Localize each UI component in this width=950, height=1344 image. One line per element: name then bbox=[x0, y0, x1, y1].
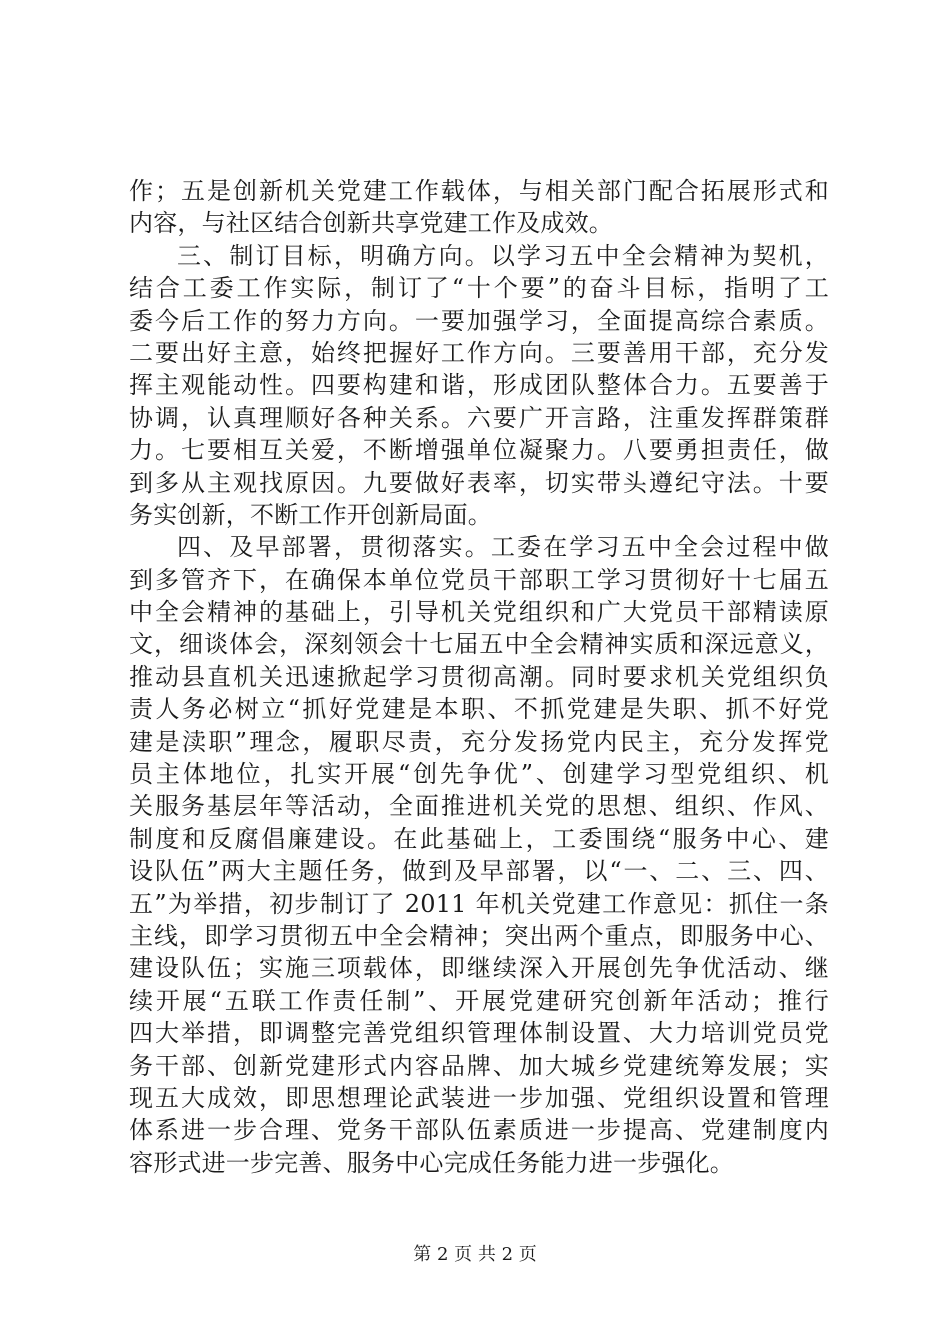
text-line: 建是渎职”理念，履职尽责，充分发扬党内民主，充分发挥党 bbox=[129, 727, 829, 756]
text-line: 文，细谈体会，深刻领会十七届五中全会精神实质和深远意义， bbox=[129, 630, 829, 659]
text-line: 四大举措，即调整完善党组织管理体制设置、大力培训党员党 bbox=[129, 1019, 829, 1048]
text-line: 到多管齐下，在确保本单位党员干部职工学习贯彻好十七届五 bbox=[129, 565, 829, 594]
text-line: 责人务必树立“抓好党建是本职、不抓党建是失职、抓不好党 bbox=[129, 695, 829, 724]
text-line: 务干部、创新党建形式内容品牌、加大城乡党建统筹发展；实 bbox=[129, 1051, 829, 1080]
page-footer bbox=[0, 1243, 950, 1267]
text-line: 建设队伍；实施三项载体，即继续深入开展创先争优活动、继 bbox=[129, 954, 829, 983]
text-line: 制度和反腐倡廉建设。在此基础上，工委围绕“服务中心、建 bbox=[129, 824, 829, 853]
text-line: 容形式进一步完善、服务中心完成任务能力进一步强化。 bbox=[129, 1148, 734, 1177]
text-line: 二要出好主意，始终把握好工作方向。三要善用干部，充分发 bbox=[129, 338, 829, 367]
text-line: 关服务基层年等活动，全面推进机关党的思想、组织、作风、 bbox=[129, 792, 829, 821]
section-three-heading-line: 三、制订目标，明确方向。以学习五中全会精神为契机， bbox=[177, 241, 829, 270]
text-line: 体系进一步合理、党务干部队伍素质进一步提高、党建制度内 bbox=[129, 1116, 829, 1145]
text-line: 作；五是创新机关党建工作载体，与相关部门配合拓展形式和 bbox=[129, 177, 829, 205]
text-line: 设队伍”两大主题任务，做到及早部署，以“一、二、三、四、 bbox=[129, 857, 829, 886]
text-line: 续开展“五联工作责任制”、开展党建研究创新年活动；推行 bbox=[129, 986, 829, 1015]
text-line: 现五大成效，即思想理论武装进一步加强、党组织设置和管理 bbox=[129, 1083, 829, 1112]
text-line: 员主体地位，扎实开展“创先争优”、创建学习型党组织、机 bbox=[129, 760, 829, 789]
text-line: 协调，认真理顺好各种关系。六要广开言路，注重发挥群策群 bbox=[129, 403, 829, 432]
text-line: 主线，即学习贯彻五中全会精神；突出两个重点，即服务中心、 bbox=[129, 921, 829, 950]
text-line: 推动县直机关迅速掀起学习贯彻高潮。同时要求机关党组织负 bbox=[129, 662, 829, 691]
text-line: 委今后工作的努力方向。一要加强学习，全面提高综合素质。 bbox=[129, 306, 829, 335]
body-text bbox=[129, 175, 829, 1179]
page-number-label: 第 2 页 共 2 页 bbox=[413, 1244, 537, 1265]
text-line: 到多从主观找原因。九要做好表率，切实带头遵纪守法。十要 bbox=[129, 468, 829, 497]
text-line: 中全会精神的基础上，引导机关党组织和广大党员干部精读原 bbox=[129, 598, 829, 627]
text-line: 结合工委工作实际，制订了“十个要”的奋斗目标，指明了工 bbox=[129, 274, 829, 303]
text-line: 内容，与社区结合创新共享党建工作及成效。 bbox=[129, 209, 613, 238]
text-line: 挥主观能动性。四要构建和谐，形成团队整体合力。五要善于 bbox=[129, 371, 829, 400]
text-line: 务实创新，不断工作开创新局面。 bbox=[129, 500, 492, 529]
text-line: 五”为举措，初步制订了 2011 年机关党建工作意见：抓住一条 bbox=[129, 889, 829, 918]
section-four-heading-line: 四、及早部署，贯彻落实。工委在学习五中全会过程中做 bbox=[177, 533, 829, 562]
text-line: 力。七要相互关爱，不断增强单位凝聚力。八要勇担责任，做 bbox=[129, 436, 829, 465]
